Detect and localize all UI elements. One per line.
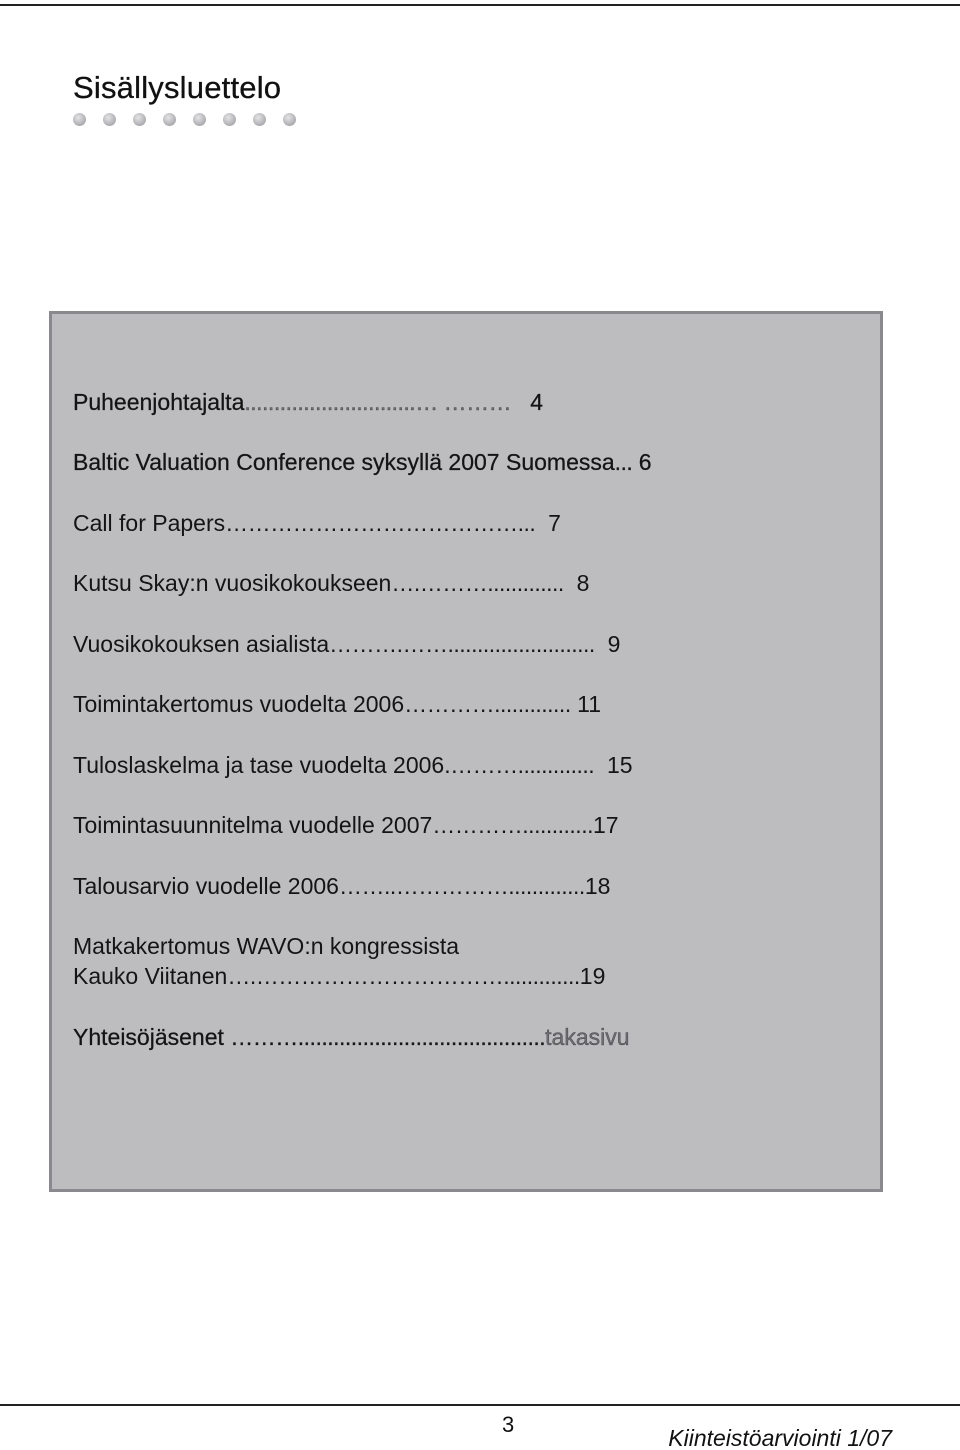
toc-entry-toimintasuunnitelma[interactable] — [73, 810, 619, 840]
toc-entry-label: Vuosikokouksen asialista — [73, 631, 330, 657]
dot-icon — [193, 113, 206, 126]
dot-icon — [253, 113, 266, 126]
toc-entry-vuosikokouksen-asialista[interactable] — [73, 629, 620, 659]
dot-icon — [73, 113, 86, 126]
toc-entry-leader: .………............. — [444, 752, 595, 778]
toc-entry-label: Kutsu Skay:n vuosikokoukseen — [73, 570, 392, 596]
toc-entry-leader: …………………………………... — [225, 510, 536, 536]
toc-entry-spacer — [511, 389, 530, 415]
toc-entry-leader: .............................… ……… — [244, 389, 512, 415]
toc-entry-leader: …………............ — [432, 812, 593, 838]
toc-entry-page: 6 — [638, 449, 652, 475]
toc-entry-label: Puheenjohtajalta — [73, 389, 245, 415]
page-title: Sisällysluettelo — [73, 70, 282, 105]
toc-entry-matkakertomus-author[interactable] — [73, 961, 605, 991]
toc-entry-puheenjohtajalta[interactable] — [73, 387, 543, 417]
toc-entry-label: Call for Papers — [73, 510, 226, 536]
dot-icon — [103, 113, 116, 126]
dot-icon — [283, 113, 296, 126]
toc-entry-spacer — [595, 631, 608, 657]
toc-entry-page: 8 — [576, 570, 590, 596]
toc-entry-toimintakertomus[interactable] — [73, 689, 601, 719]
toc-entry-page: 17 — [592, 812, 619, 838]
toc-entry-call-for-papers[interactable] — [73, 508, 561, 538]
toc-entry-leader: ……..……………............. — [338, 873, 585, 899]
page-number: 3 — [502, 1412, 515, 1437]
dot-icon — [163, 113, 176, 126]
publication-name: Kiinteistöarviointi 1/07 — [668, 1425, 892, 1450]
toc-entry-leader: ……….......................................... — [230, 1024, 546, 1050]
toc-entry-label: Talousarvio vuodelle 2006 — [73, 873, 339, 899]
toc-entry-page: 11 — [577, 691, 601, 717]
toc-entry-page: takasivu — [545, 1024, 630, 1050]
toc-entry-leader: ... — [614, 449, 633, 475]
toc-entry-yhteisojasenet[interactable] — [73, 1022, 630, 1052]
toc-entry-kutsu-vuosikokoukseen[interactable] — [73, 568, 589, 598]
toc-entry-spacer — [594, 752, 607, 778]
toc-entry-label: Tuloslaskelma ja tase vuodelta 2006 — [73, 752, 445, 778]
toc-entry-page: 9 — [607, 631, 621, 657]
toc-entry-label: Matkakertomus WAVO:n kongressista — [73, 933, 460, 959]
toc-entry-label: Toimintasuunnitelma vuodelle 2007 — [73, 812, 433, 838]
toc-entry-page: 15 — [606, 752, 633, 778]
toc-entry-spacer — [564, 570, 577, 596]
toc-entry-leader: ….……………………………............. — [227, 963, 580, 989]
decorative-dot-row — [73, 113, 296, 126]
toc-entry-label: Yhteisöjäsenet — [73, 1024, 231, 1050]
toc-entry-tuloslaskelma-ja-tase[interactable] — [73, 750, 633, 780]
toc-entry-leader: ….………............. — [391, 570, 564, 596]
dot-icon — [223, 113, 236, 126]
toc-entry-label: Toimintakertomus vuodelta 2006 — [73, 691, 405, 717]
toc-entry-spacer — [535, 510, 548, 536]
footer-rule — [0, 1404, 960, 1406]
toc-entry-page: 18 — [584, 873, 611, 899]
toc-entry-label: Baltic Valuation Conference syksyllä 2007 Suomessa — [73, 449, 615, 475]
toc-entry-label: Kauko Viitanen — [73, 963, 228, 989]
toc-entry-talousarvio[interactable] — [73, 871, 610, 901]
top-rule — [0, 4, 960, 6]
toc-entry-matkakertomus-title[interactable] — [73, 931, 459, 961]
toc-entry-page: 19 — [579, 963, 606, 989]
toc-entry-page: 7 — [548, 510, 561, 536]
toc-entry-leader: …………............. — [404, 691, 571, 717]
toc-entry-baltic-valuation-conference[interactable] — [73, 447, 652, 477]
dot-icon — [133, 113, 146, 126]
toc-entry-leader: ……….……......................... — [329, 631, 595, 657]
toc-entry-page: 4 — [530, 389, 544, 415]
